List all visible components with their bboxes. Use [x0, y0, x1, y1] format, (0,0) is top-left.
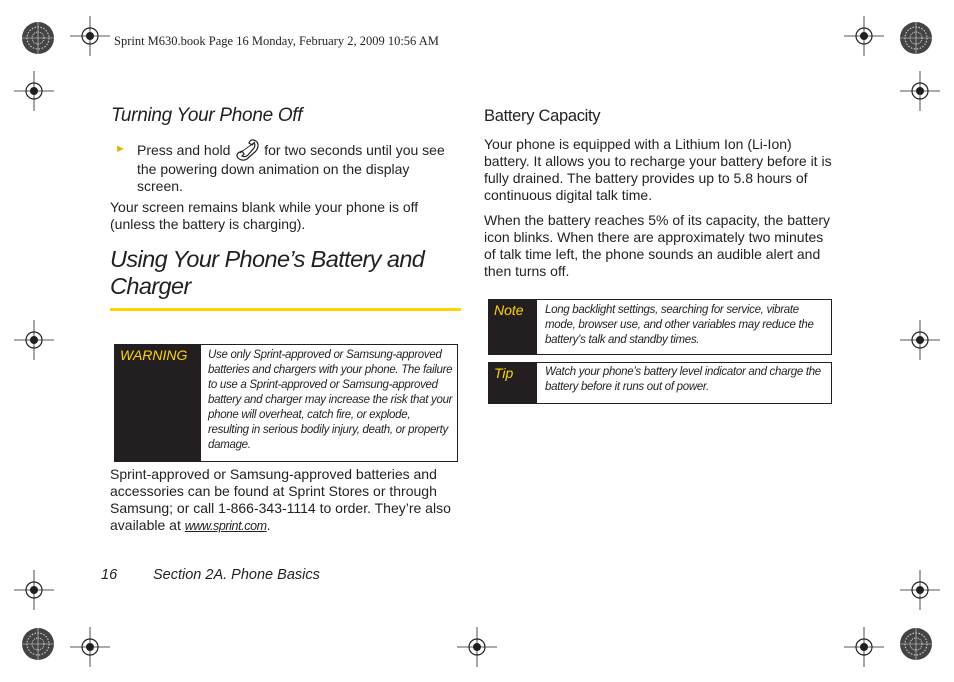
note-label-block	[489, 300, 537, 354]
note-box	[488, 299, 832, 355]
registration-mark-icon	[70, 16, 110, 56]
color-rosette-icon	[899, 627, 933, 661]
registration-mark-icon	[900, 320, 940, 360]
warning-box	[114, 344, 458, 462]
registration-mark-icon	[900, 570, 940, 610]
warning-label: WARNING	[120, 347, 188, 363]
paragraph-screen-blank: Your screen remains blank while your phone is off (unless the battery is charging).	[110, 199, 419, 232]
registration-mark-icon	[14, 71, 54, 111]
tip-box	[488, 362, 832, 404]
bullet-arrow-icon: ►	[115, 143, 126, 155]
color-rosette-icon	[899, 21, 933, 55]
note-label: Note	[494, 302, 524, 318]
registration-mark-icon	[900, 71, 940, 111]
tip-text: Watch your phone’s battery level indicator and charge the battery before it runs out of power.	[545, 366, 821, 393]
heading-battery-charger: Using Your Phone’s Battery and Charger	[110, 246, 425, 299]
registration-mark-icon	[14, 320, 54, 360]
note-text: Long backlight settings, searching for service, vibrate mode, browser use, and other variables may reduce the battery’s talk and standby times.	[545, 304, 814, 346]
paragraph-battery-blinks: When the battery reaches 5% of its capacity, the battery icon blinks. When there are approximately two minutes of talk time left, the phone sounds an audible alert and then turns off.	[484, 212, 831, 279]
bullet-text: Press and hold for two seconds until you see the powering down animation on the display screen.	[137, 139, 457, 195]
registration-mark-icon	[457, 627, 497, 667]
file-info-header: Sprint M630.book Page 16 Monday, February 2, 2009 10:56 AM	[114, 34, 439, 48]
registration-mark-icon	[844, 16, 884, 56]
heading-battery-capacity: Battery Capacity	[484, 107, 601, 125]
color-rosette-icon	[21, 627, 55, 661]
registration-mark-icon	[70, 627, 110, 667]
heading-turn-off: Turning Your Phone Off	[111, 105, 303, 126]
section-title: Section 2A. Phone Basics	[153, 567, 320, 583]
registration-mark-icon	[14, 570, 54, 610]
tip-label-block	[489, 363, 537, 403]
end-key-phone-icon	[234, 139, 260, 161]
color-rosette-icon	[21, 21, 55, 55]
heading-rule	[110, 308, 461, 311]
page-number: 16	[101, 567, 118, 583]
warning-text: Use only Sprint-approved or Samsung-approved batteries and chargers with your phone. The failure to use a Sprint-approved or Samsung-approved battery and charger may increase the risk that your phone will overheat, catch fire, or explode, resulting in serious bodily injury, death, or property damage.	[208, 349, 453, 451]
registration-mark-icon	[844, 627, 884, 667]
paragraph-accessories: Sprint-approved or Samsung-approved batteries and accessories can be found at Sprint Stores or through Samsung; or call 1-866-343-1114 to order. They’re also available at www.sprint.com.	[110, 466, 451, 533]
sprint-website-link[interactable]: www.sprint.com	[184, 519, 267, 533]
paragraph-battery-capacity: Your phone is equipped with a Lithium Ion (Li-Ion) battery. It allows you to recharge your battery before it is fully drained. The battery provides up to 5.8 hours of continuous digital talk time.	[484, 136, 832, 203]
warning-label-block	[115, 345, 201, 461]
tip-label: Tip	[494, 365, 514, 381]
